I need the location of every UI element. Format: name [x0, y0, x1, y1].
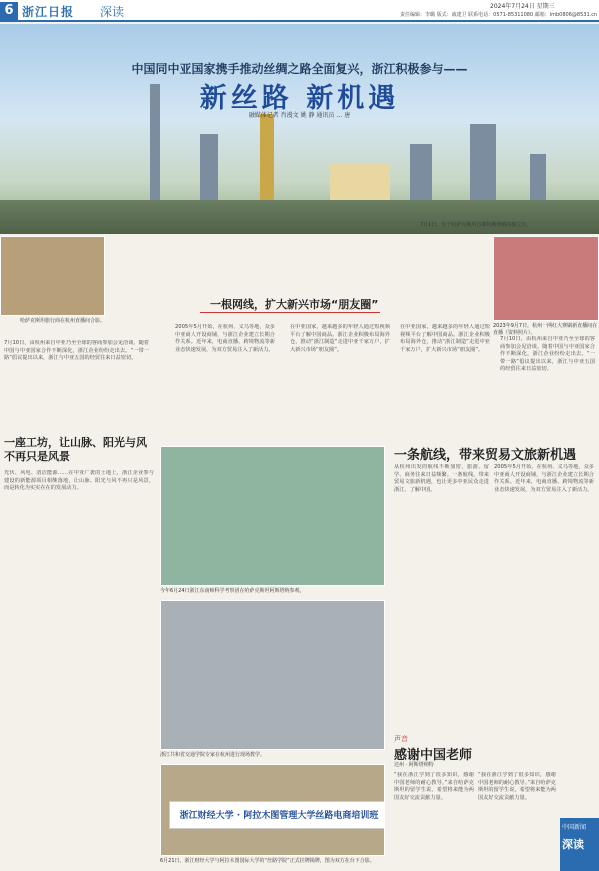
section-heading-2: 一座工坊，让山脉、阳光与风不再只是风景	[4, 436, 147, 463]
body-paragraph-3c: 7月10日，由杭州来自中亚乃至全球的客商参加会见洽谈。随着中国与中亚国家合作不断深化，浙江企业纷纷走出去。“一带一路”倡议提出以来，浙江与中亚五国的经贸往来日益密切。	[500, 336, 595, 373]
middle-photo-caption: 今年6月24日浙江东南师科学考察团在哈萨克斯坦阿斯塔纳参观。	[160, 588, 305, 594]
section-heading-1: 一根网线，扩大新兴市场“朋友圈”	[210, 298, 379, 311]
body-paragraph-3b: 在中亚国家，越来越多的年轻人通过短视频平台了解中国商品。浙江企业积极布局海外仓，推动“浙江制造”走进中亚千家万户，扩大新兴市场“朋友圈”。	[400, 324, 490, 353]
body-paragraph-4: 光伏、风电、清洁能源……在中亚广袤的土地上，浙江企业参与建设的新能源项目相继落地，让山脉、阳光与风不再只是风景，而是转化为实实在在的发展动力。	[4, 470, 154, 492]
hero-caption: 7月1日，位于哈萨克斯坦首都阿斯塔纳的独立宫。	[420, 222, 532, 228]
hero-photo	[0, 24, 599, 234]
article-kicker: 中国同中亚国家携手推动丝绸之路全面复兴，浙江积极参与——	[131, 62, 468, 76]
article-headline: 新丝路 新机遇	[199, 83, 400, 114]
page-number: 6	[0, 2, 18, 20]
classroom-photo-caption: 浙江共和省交通学院专家在杭州进行现场教学。	[160, 752, 266, 758]
section-tag: 声音	[394, 735, 408, 743]
badge-title: 深读	[562, 838, 584, 851]
paper-name: 浙江日报	[22, 5, 75, 19]
body-paragraph-3: 在中亚国家，越来越多的年轻人通过短视频平台了解中国商品。浙江企业积极布局海外仓，推动“浙江制造”走进中亚千家万户，扩大新兴市场“朋友圈”。	[290, 324, 390, 353]
section-badge	[560, 818, 599, 871]
section-rule	[200, 312, 380, 313]
page-header	[0, 0, 599, 22]
right-photo-caption: 2023年9月7日，杭州一网红大赛刷新直播间在直播（资料照片）。	[493, 323, 598, 336]
event-banner	[169, 801, 385, 829]
body-paragraph-5b: 2005年5月开始，在杭州、义乌等地，众多中亚商人开设商铺，与浙江企业建立长期合作关系。近年来，电商直播、跨境物流等新业态快速发展，为双方贸易注入了新活力。	[494, 464, 594, 493]
left-photo	[0, 236, 105, 316]
left-photo-caption: 哈萨克斯坦旅行商在杭州直播间合影。	[20, 318, 106, 324]
badge-label: 中国新闻	[562, 824, 587, 831]
section-heading-3: 一条航线，带来贸易文旅新机遇	[394, 448, 577, 463]
bottom-photo	[160, 764, 385, 856]
editor-credits: 责任编辑：李璐 版式：戚建卫 联系电话：0571-85311080 邮箱：lmb0806@8531.cn	[400, 12, 598, 18]
body-paragraph-5: 从杭州出发的航线不断加密，旅游、留学、商务往来日益频繁。一条航线，带来贸易文旅新机遇，也让更多中亚民众走进浙江、了解中国。	[394, 464, 489, 493]
section-name: 深读	[100, 5, 125, 19]
body-paragraph-2: 2005年5月开始，在杭州、义乌等地，众多中亚商人开设商铺，与浙江企业建立长期合作关系。近年来，电商直播、跨境物流等新业态快速发展，为双方贸易注入了新活力。	[175, 324, 275, 353]
body-paragraph-6: “我在浙江学到了很多知识，感谢中国老师的耐心教导。”来自哈萨克斯坦的留学生说，希望将来能为两国友好交流贡献力量。	[394, 772, 474, 801]
right-photo	[493, 236, 599, 321]
section-4-byline: 达州 · 阿斯塔纳特	[394, 762, 434, 768]
event-banner-text: 浙江财经大学 · 阿拉木图管理大学丝路电商培训班	[179, 811, 379, 821]
classroom-photo	[160, 600, 385, 750]
body-paragraph-6b: “我在浙江学到了很多知识，感谢中国老师的耐心教导。”来自哈萨克斯坦的留学生说，希望将来能为两国友好交流贡献力量。	[478, 772, 556, 801]
issue-date: 2024年7月24日 星期三	[490, 3, 555, 10]
bottom-photo-caption: 6月21日，浙江财经大学与阿拉木图国际大学的“丝路学院”正式挂牌揭牌，图为双方在台下合影。	[160, 858, 375, 864]
section-heading-4: 感谢中国老师	[394, 748, 473, 763]
article-byline: 融媒体记者 肖漫文 姚 静 通讯员 … 唐	[248, 112, 351, 119]
middle-photo	[160, 446, 385, 586]
body-paragraph-1: 7月10日，由杭州来自中亚乃至全球的客商参加会见洽谈。随着中国与中亚国家合作不断深化，浙江企业纷纷走出去。“一带一路”倡议提出以来，浙江与中亚五国的经贸往来日益密切。	[4, 340, 149, 362]
